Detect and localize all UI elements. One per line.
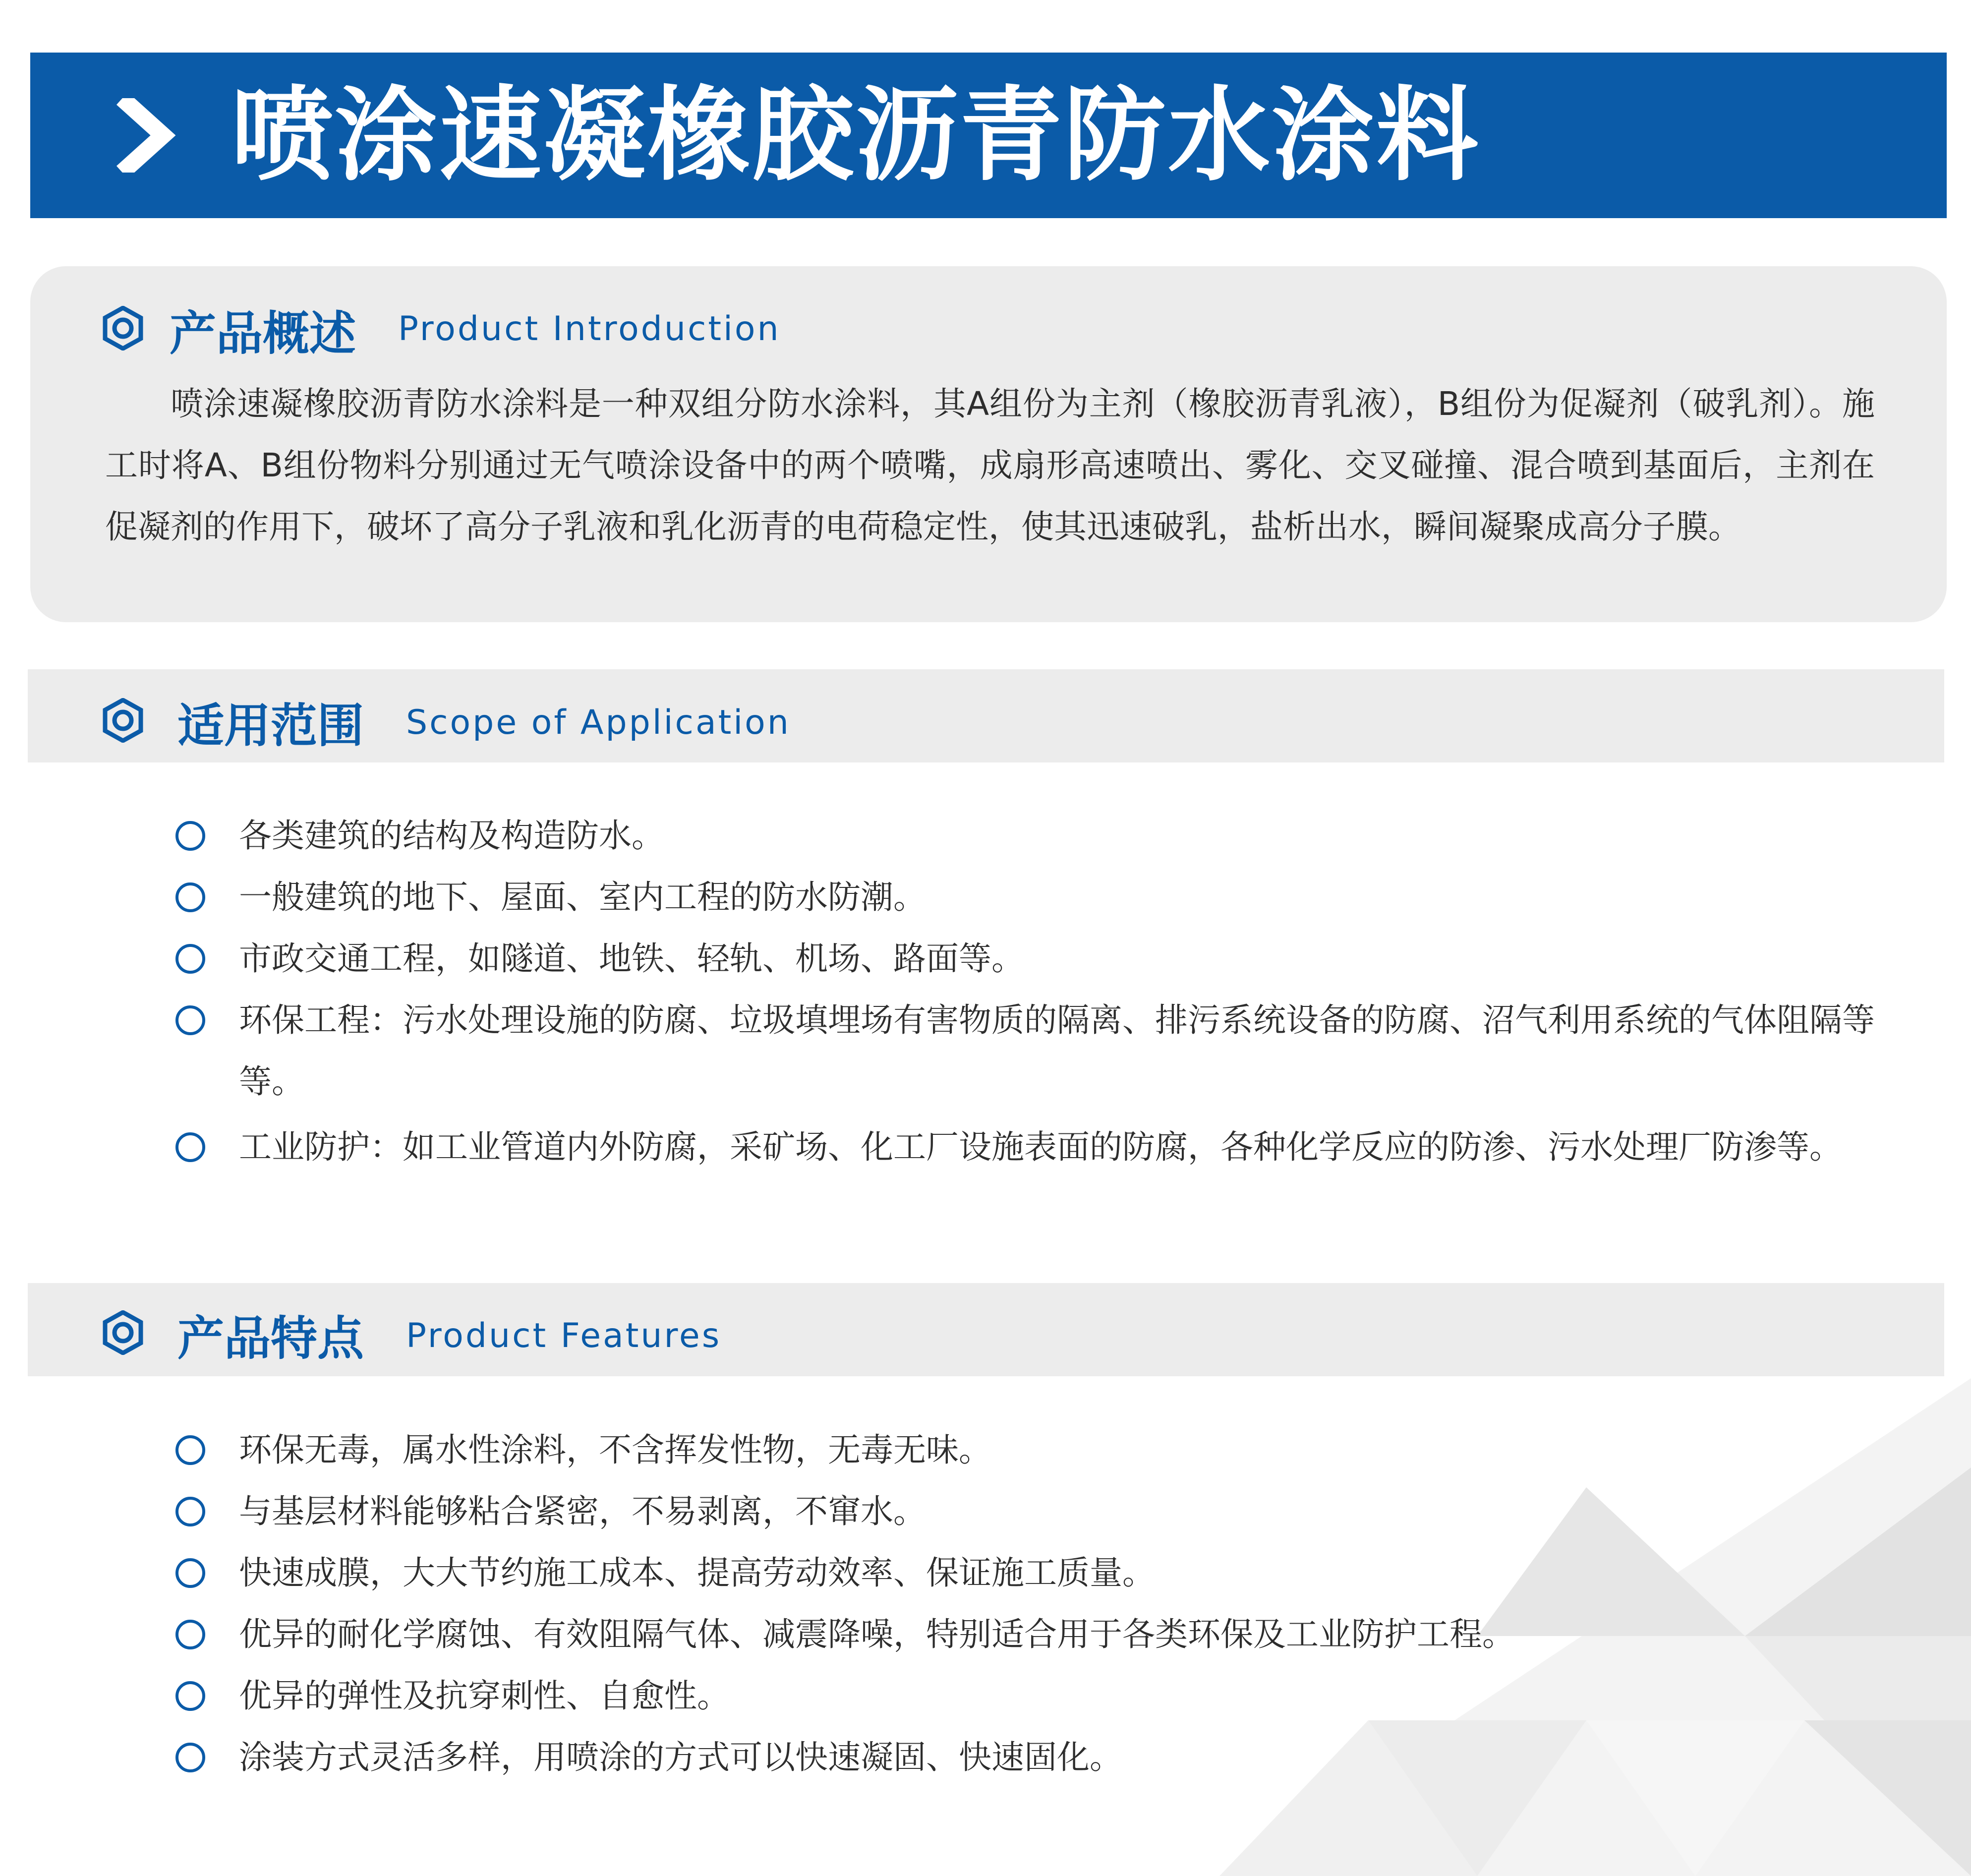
list-item: 优异的耐化学腐蚀、有效阻隔气体、减震降噪，特别适合用于各类环保及工业防护工程。 (175, 1604, 1881, 1665)
list-item: 快速成膜，大大节约施工成本、提高劳动效率、保证施工质量。 (175, 1542, 1881, 1604)
double-ring-icon (101, 1310, 145, 1355)
features-list (175, 1419, 1881, 1788)
circle-bullet-icon (175, 1005, 205, 1035)
circle-bullet-icon (175, 1132, 205, 1162)
intro-paragraph: 喷涂速凝橡胶沥青防水涂料是一种双组分防水涂料，其A组份为主剂（橡胶沥青乳液），B组份为促凝剂（破乳剂）。施工时将A、B组份物料分别通过无气喷涂设备中的两个喷嘴，成扇形高速喷出、雾化、交叉碰撞、混合喷到基面后，主剂在促凝剂的作用下，破坏了高分子乳液和乳化沥青的电荷稳定性，使其迅速破乳，盐析出水，瞬间凝聚成高分子膜。 (105, 385, 1875, 546)
circle-bullet-icon (175, 1620, 205, 1649)
circle-bullet-icon (175, 882, 205, 912)
list-item: 一般建筑的地下、屋面、室内工程的防水防潮。 (175, 867, 1881, 928)
circle-bullet-icon (175, 1743, 205, 1772)
circle-bullet-icon (175, 821, 205, 851)
page-title: 喷涂速凝橡胶沥青防水涂料 (231, 76, 1481, 195)
list-item: 工业防护：如工业管道内外防腐，采矿场、化工厂设施表面的防腐，各种化学反应的防渗、污水处理厂防渗等。 (175, 1116, 1881, 1178)
circle-bullet-icon (175, 1435, 205, 1465)
list-item: 优异的弹性及抗穿刺性、自愈性。 (175, 1665, 1881, 1727)
circle-bullet-icon (175, 1497, 205, 1526)
double-ring-icon (101, 306, 145, 351)
list-item: 涂装方式灵活多样，用喷涂的方式可以快速凝固、快速固化。 (175, 1727, 1881, 1788)
intro-title-en: Product Introduction (398, 309, 781, 349)
circle-bullet-icon (175, 1558, 205, 1588)
list-item: 环保无毒，属水性涂料，不含挥发性物，无毒无味。 (175, 1419, 1881, 1481)
list-item: 环保工程：污水处理设施的防腐、垃圾填埋场有害物质的隔离、排污系统设备的防腐、沼气利用系统的气体阻隔等等。 (175, 990, 1881, 1113)
application-title-en: Scope of Application (406, 703, 791, 742)
application-title-cn: 适用范围 (177, 699, 364, 753)
features-title-en: Product Features (406, 1316, 722, 1355)
title-banner (30, 53, 1947, 218)
double-ring-icon (101, 698, 145, 743)
list-item: 与基层材料能够粘合紧密，不易剥离，不窜水。 (175, 1481, 1881, 1542)
chevron-right-icon (110, 98, 184, 173)
list-item: 各类建筑的结构及构造防水。 (175, 805, 1881, 867)
intro-title-cn: 产品概述 (170, 307, 356, 361)
features-title-cn: 产品特点 (177, 1312, 364, 1366)
application-list (175, 805, 1881, 1178)
circle-bullet-icon (175, 944, 205, 974)
circle-bullet-icon (175, 1681, 205, 1711)
list-item: 市政交通工程，如隧道、地铁、轻轨、机场、路面等。 (175, 928, 1881, 990)
